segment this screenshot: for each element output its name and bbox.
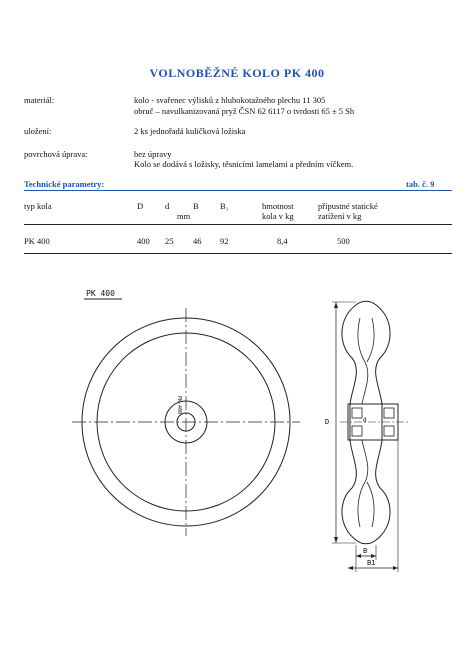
tyre-top-arc <box>356 301 376 305</box>
dim-B1-arrow-right <box>393 566 398 570</box>
row-B: 46 <box>193 236 202 246</box>
disc-contour-upper-right <box>367 318 374 362</box>
dimension-B1-label: B1 <box>367 559 376 567</box>
material-line-2: obruč – navulkanizovaná pryž ČSN 62 6117 o tvrdosti 65 ± 5 Sh <box>134 106 355 116</box>
tyre-bottom-arc <box>356 540 376 544</box>
tyre-outline-right <box>376 305 390 540</box>
material-line-1: kolo - svařenec výlisků z hlubokotažného plechu 11 305 <box>134 95 326 105</box>
disc-contour-lower-right <box>367 482 374 527</box>
header-load-2: zatížení v kg <box>318 211 362 221</box>
row-weight: 8,4 <box>277 236 288 246</box>
bearing-bottom-left <box>352 426 362 436</box>
header-B1: B₁ <box>220 201 229 211</box>
dim-D-arrow-top <box>334 302 338 308</box>
row-type: PK 400 <box>24 236 50 246</box>
table-heading: Technické parametry: <box>24 179 105 189</box>
row-d: 25 <box>165 236 174 246</box>
front-view-label: PK 400 <box>86 289 115 298</box>
dimension-d-label: d <box>363 417 367 424</box>
bearing-line-1: 2 ks jednořadá kuličková ložiska <box>134 126 246 136</box>
row-load: 500 <box>337 236 350 246</box>
row-D: 400 <box>137 236 150 246</box>
dimension-D-label: D <box>325 418 330 426</box>
hub-marking-label: PK-400 <box>176 396 182 415</box>
dim-B1-arrow-left <box>348 566 353 570</box>
header-D: D <box>137 201 144 211</box>
bearing-top-left <box>352 408 362 418</box>
header-B: B <box>193 201 199 211</box>
bearing-bottom-right <box>384 426 394 436</box>
page-title: VOLNOBĚŽNÉ KOLO PK 400 <box>149 66 325 80</box>
header-weight-2: kola v kg <box>262 211 294 221</box>
material-label: materiál: <box>24 95 55 105</box>
bearing-label: uložení: <box>24 126 52 136</box>
header-unit-mm: mm <box>177 211 191 221</box>
tyre-outline-left <box>342 305 356 540</box>
dim-D-arrow-bottom <box>334 537 338 543</box>
surface-label: povrchová úprava: <box>24 149 88 159</box>
header-d: d <box>165 201 170 211</box>
header-load-1: přípustné statické <box>318 201 378 211</box>
row-B1: 92 <box>220 236 229 246</box>
disc-contour-upper <box>358 318 368 404</box>
dim-B-arrow-right <box>371 554 376 558</box>
bearing-top-right <box>384 408 394 418</box>
surface-line-2: Kolo se dodává s ložisky, těsnicími lamelami a předním víčkem. <box>134 159 354 169</box>
header-type: typ kola <box>24 201 52 211</box>
table-reference: tab. č. 9 <box>406 179 435 189</box>
dimension-B-label: B <box>363 547 368 555</box>
dim-B-arrow-left <box>356 554 361 558</box>
header-weight-1: hmotnost <box>262 201 294 211</box>
disc-contour-lower <box>358 440 368 527</box>
surface-line-1: bez úpravy <box>134 149 172 159</box>
